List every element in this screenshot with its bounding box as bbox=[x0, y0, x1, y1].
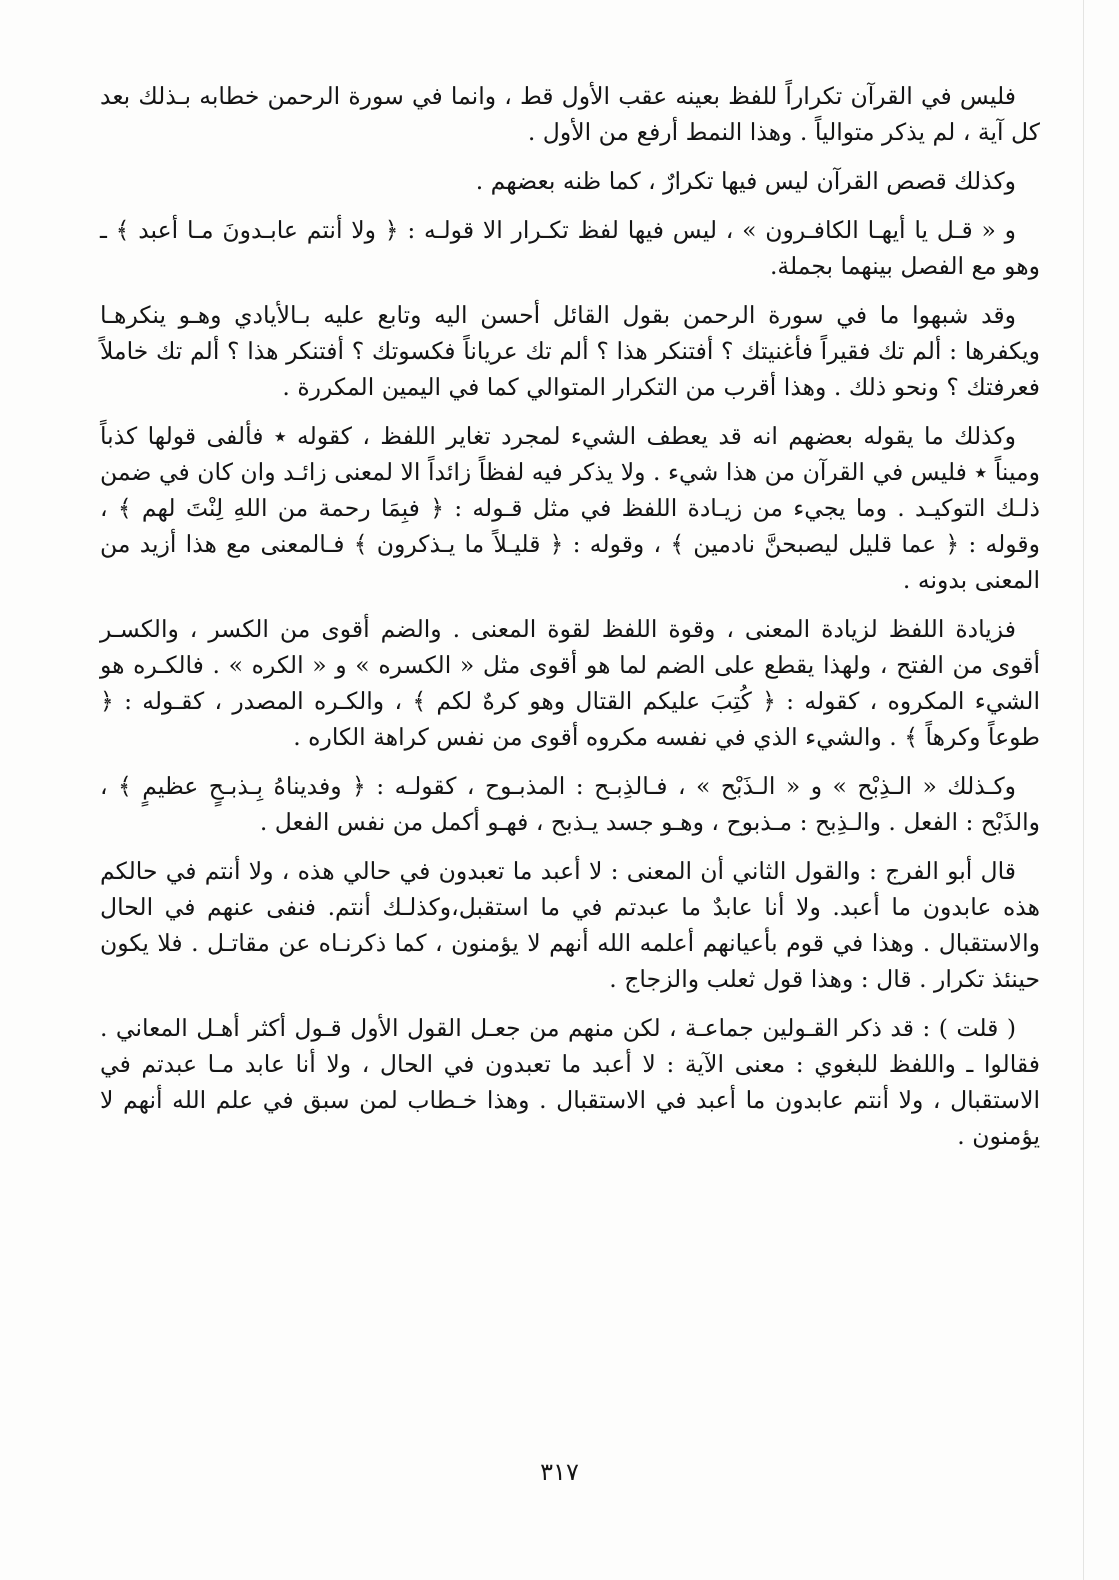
paragraph: وكذلك قصص القرآن ليس فيها تكرارٌ ، كما ظنه بعضهم . bbox=[475, 167, 1016, 195]
paragraph: فزيادة اللفظ لزيادة المعنى ، وقوة اللفظ لقوة المعنى . والضم أقوى من الكسر ، والكسـر أقوى من الفتح ، ولهذا يقطع على الضم لما هو أقوى مثل « الكسره » و « الكره » . فالكـره هو الشيء المكروه ، كقوله : ﴿ كُتِبَ عليكم القتال وهو كرهٌ لكم ﴾ ، والكـره المصدر ، كقـوله : ﴿ طوعاً وكرهاً ﴾ . والشيء الذي في نفسه مكروه أقوى من نفس كراهة الكاره . bbox=[100, 615, 1040, 751]
paragraph: فليس في القرآن تكراراً للفظ بعينه عقب الأول قط ، وانما في سورة الرحمن خطابه بـذلك بعد كل آية ، لم يذكر متوالياً . وهذا النمط أرفع من الأول . bbox=[100, 82, 1040, 146]
page-fold-line bbox=[1083, 0, 1084, 1580]
paragraph: ( قلت ) : قد ذكر القـولين جماعـة ، لكن منهم من جعـل القول الأول قـول أكثر أهـل المعاني . فقالوا ـ واللفظ للبغوي : معنى الآية : لا أعبد ما تعبدون في الحال ، ولا أنا عابد مـا عبدتم في الاستقبال ، ولا أنتم عابدون ما أعبد في الاستقبال . وهذا خـطاب لمن سبق في علم الله أنهم لا يؤمنون . bbox=[100, 1014, 1040, 1150]
page-number: ٣١٧ bbox=[540, 1458, 579, 1486]
paragraph: وقد شبهوا ما في سورة الرحمن بقول القائل أحسن اليه وتابع عليه بـالأيادي وهـو ينكرهـا ويكفرها : ألم تك فقيراً فأغنيتك ؟ أفتنكر هذا ؟ ألم تك عرياناً فكسوتك ؟ أفتنكر هذا ؟ ألم تك خاملاً فعرفتك ؟ ونحو ذلك . وهذا أقرب من التكرار المتوالي كما في اليمين المكررة . bbox=[100, 301, 1040, 401]
paragraph: وكـذلك « الـذِبْح » و « الـذَبْح » ، فـالذِبـح : المذبـوح ، كقولـه : ﴿ وفديناهُ بِـذبـحٍ عظيمٍ ﴾ ، والذَبْح : الفعل . والـذِبح : مـذبوح ، وهـو جسد يـذبح ، فهـو أكمل من نفس الفعل . bbox=[100, 772, 1040, 836]
paragraph: و « قـل يا أيهـا الكافـرون » ، ليس فيها لفظ تكـرار الا قولـه : ﴿ ولا أنتم عابـدونَ مـا أعبد ﴾ ـ وهو مع الفصل بينهما بجملة. bbox=[100, 216, 1040, 280]
paragraph: قال أبو الفرج : والقول الثاني أن المعنى : لا أعبد ما تعبدون في حالي هذه ، ولا أنتم في حالكم هذه عابدون ما أعبد. ولا أنا عابدٌ ما عبدتم في ما استقبل،وكذلـك أنتم. فنفى عنهم في الحال والاستقبال . وهذا في قوم بأعيانهم أعلمه الله أنهم لا يؤمنون ، كما ذكرنـاه عن مقاتـل . فلا يكون حينئذ تكرار . قال : وهذا قول ثعلب والزجاج . bbox=[100, 857, 1040, 993]
paragraph: وكذلك ما يقوله بعضهم انه قد يعطف الشيء لمجرد تغاير اللفظ ، كقوله ٭ فألفى قولها كذباً وميناً ٭ فليس في القرآن من هذا شيء . ولا يذكر فيه لفظاً زائداً الا لمعنى زائـد وان كان في ضمن ذلـك التوكيـد . وما يجيء من زيـادة اللفظ في مثل قـوله : ﴿ فبِمَا رحمة من اللهِ لِنْتَ لهم ﴾ ، وقوله : ﴿ عما قليل ليصبحنَّ نادمين ﴾ ، وقوله : ﴿ قليـلاً ما يـذكرون ﴾ فـالمعنى مع هذا أزيد من المعنى بدونه . bbox=[100, 422, 1040, 594]
body-text bbox=[100, 78, 1040, 1167]
